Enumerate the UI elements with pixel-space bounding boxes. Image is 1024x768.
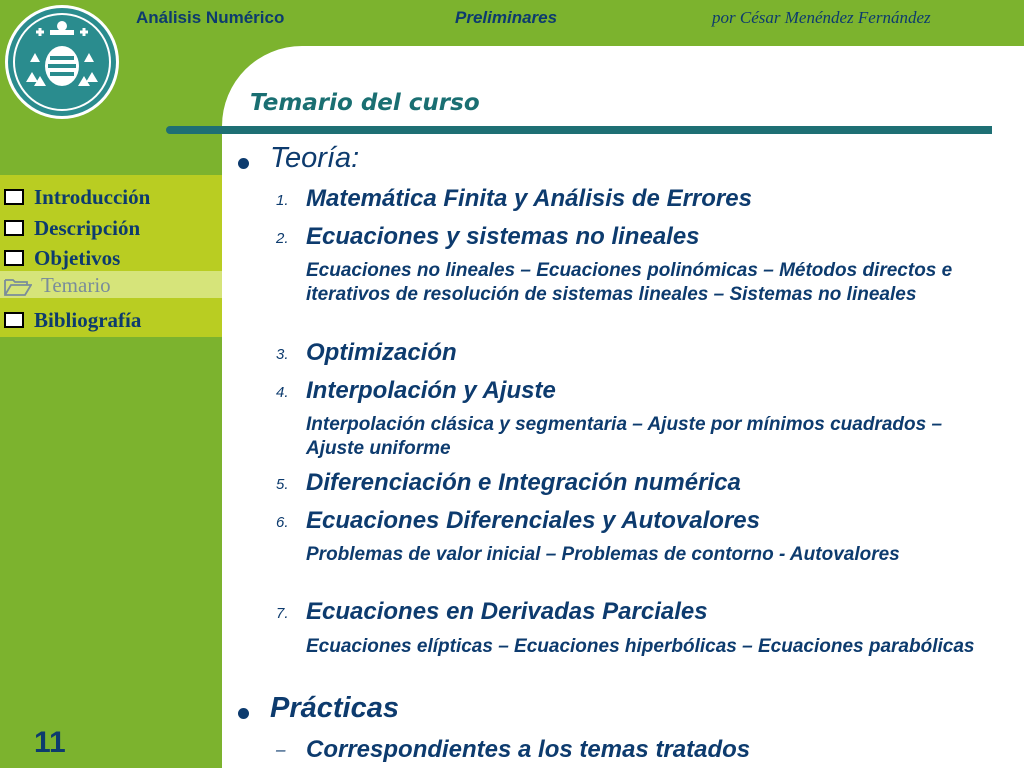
open-folder-icon: [4, 277, 32, 297]
page-number: 11: [34, 726, 66, 759]
university-crest-icon: [4, 4, 120, 120]
nav-item-descripcion[interactable]: [0, 212, 222, 242]
section-nav: [0, 175, 222, 337]
topic-number: 2.: [276, 230, 289, 247]
topic-title: Interpolación y Ajuste: [306, 377, 556, 404]
nav-item-label: Introducción: [34, 185, 151, 209]
bullet-text: Prácticas: [270, 692, 399, 724]
nav-item-introduccion[interactable]: [0, 181, 222, 211]
topic-7-detail: Ecuaciones elípticas – Ecuaciones hiperbólicas – Ecuaciones parabólicas: [306, 636, 975, 657]
nav-item-label: Bibliografía: [34, 308, 142, 332]
nav-item-label: Objetivos: [34, 246, 121, 270]
topic-number: 7.: [276, 605, 289, 622]
topic-number: 5.: [276, 476, 289, 493]
bullet-icon: [238, 708, 249, 719]
topic-number: 4.: [276, 384, 289, 401]
folder-icon: [4, 189, 24, 205]
section-title: Preliminares: [455, 8, 558, 27]
nav-item-label: Descripción: [34, 216, 141, 240]
topic-6-detail: Problemas de valor inicial – Problemas de contorno - Autovalores: [306, 544, 900, 565]
bullet-icon: [238, 158, 249, 169]
folder-icon: [4, 220, 24, 236]
topic-title: Ecuaciones en Derivadas Parciales: [306, 598, 708, 625]
topic-title: Diferenciación e Integración numérica: [306, 469, 741, 496]
topic-number: 6.: [276, 514, 289, 531]
topic-2-detail: Ecuaciones no lineales – Ecuaciones polinómicas – Métodos directos e iterativos de resolución de sistemas lineales – Sistemas no lineales: [306, 260, 953, 305]
topic-title: Optimización: [306, 339, 457, 366]
practicas-text: Correspondientes a los temas tratados: [306, 736, 751, 763]
folder-icon: [4, 250, 24, 266]
nav-item-bibliografia[interactable]: [0, 304, 222, 334]
topic-title: Ecuaciones Diferenciales y Autovalores: [306, 507, 760, 534]
topic-title: Ecuaciones y sistemas no lineales: [306, 223, 700, 250]
topic-4-detail: Interpolación clásica y segmentaria – Ajuste por mínimos cuadrados – Ajuste uniforme: [306, 414, 943, 459]
nav-item-label: Temario: [41, 273, 111, 297]
course-title: Análisis Numérico: [136, 8, 285, 27]
topic-number: 1.: [276, 192, 289, 209]
title-underline: [166, 126, 992, 134]
topic-title: Matemática Finita y Análisis de Errores: [306, 185, 752, 212]
author-name: por César Menéndez Fernández: [712, 8, 931, 27]
nav-item-temario[interactable]: [0, 271, 222, 298]
slide-title: Temario del curso: [250, 90, 480, 116]
dash-marker: –: [276, 740, 286, 759]
bullet-text: Teoría:: [270, 142, 360, 174]
topic-number: 3.: [276, 346, 289, 363]
folder-icon: [4, 312, 24, 328]
nav-item-objetivos[interactable]: [0, 242, 222, 272]
